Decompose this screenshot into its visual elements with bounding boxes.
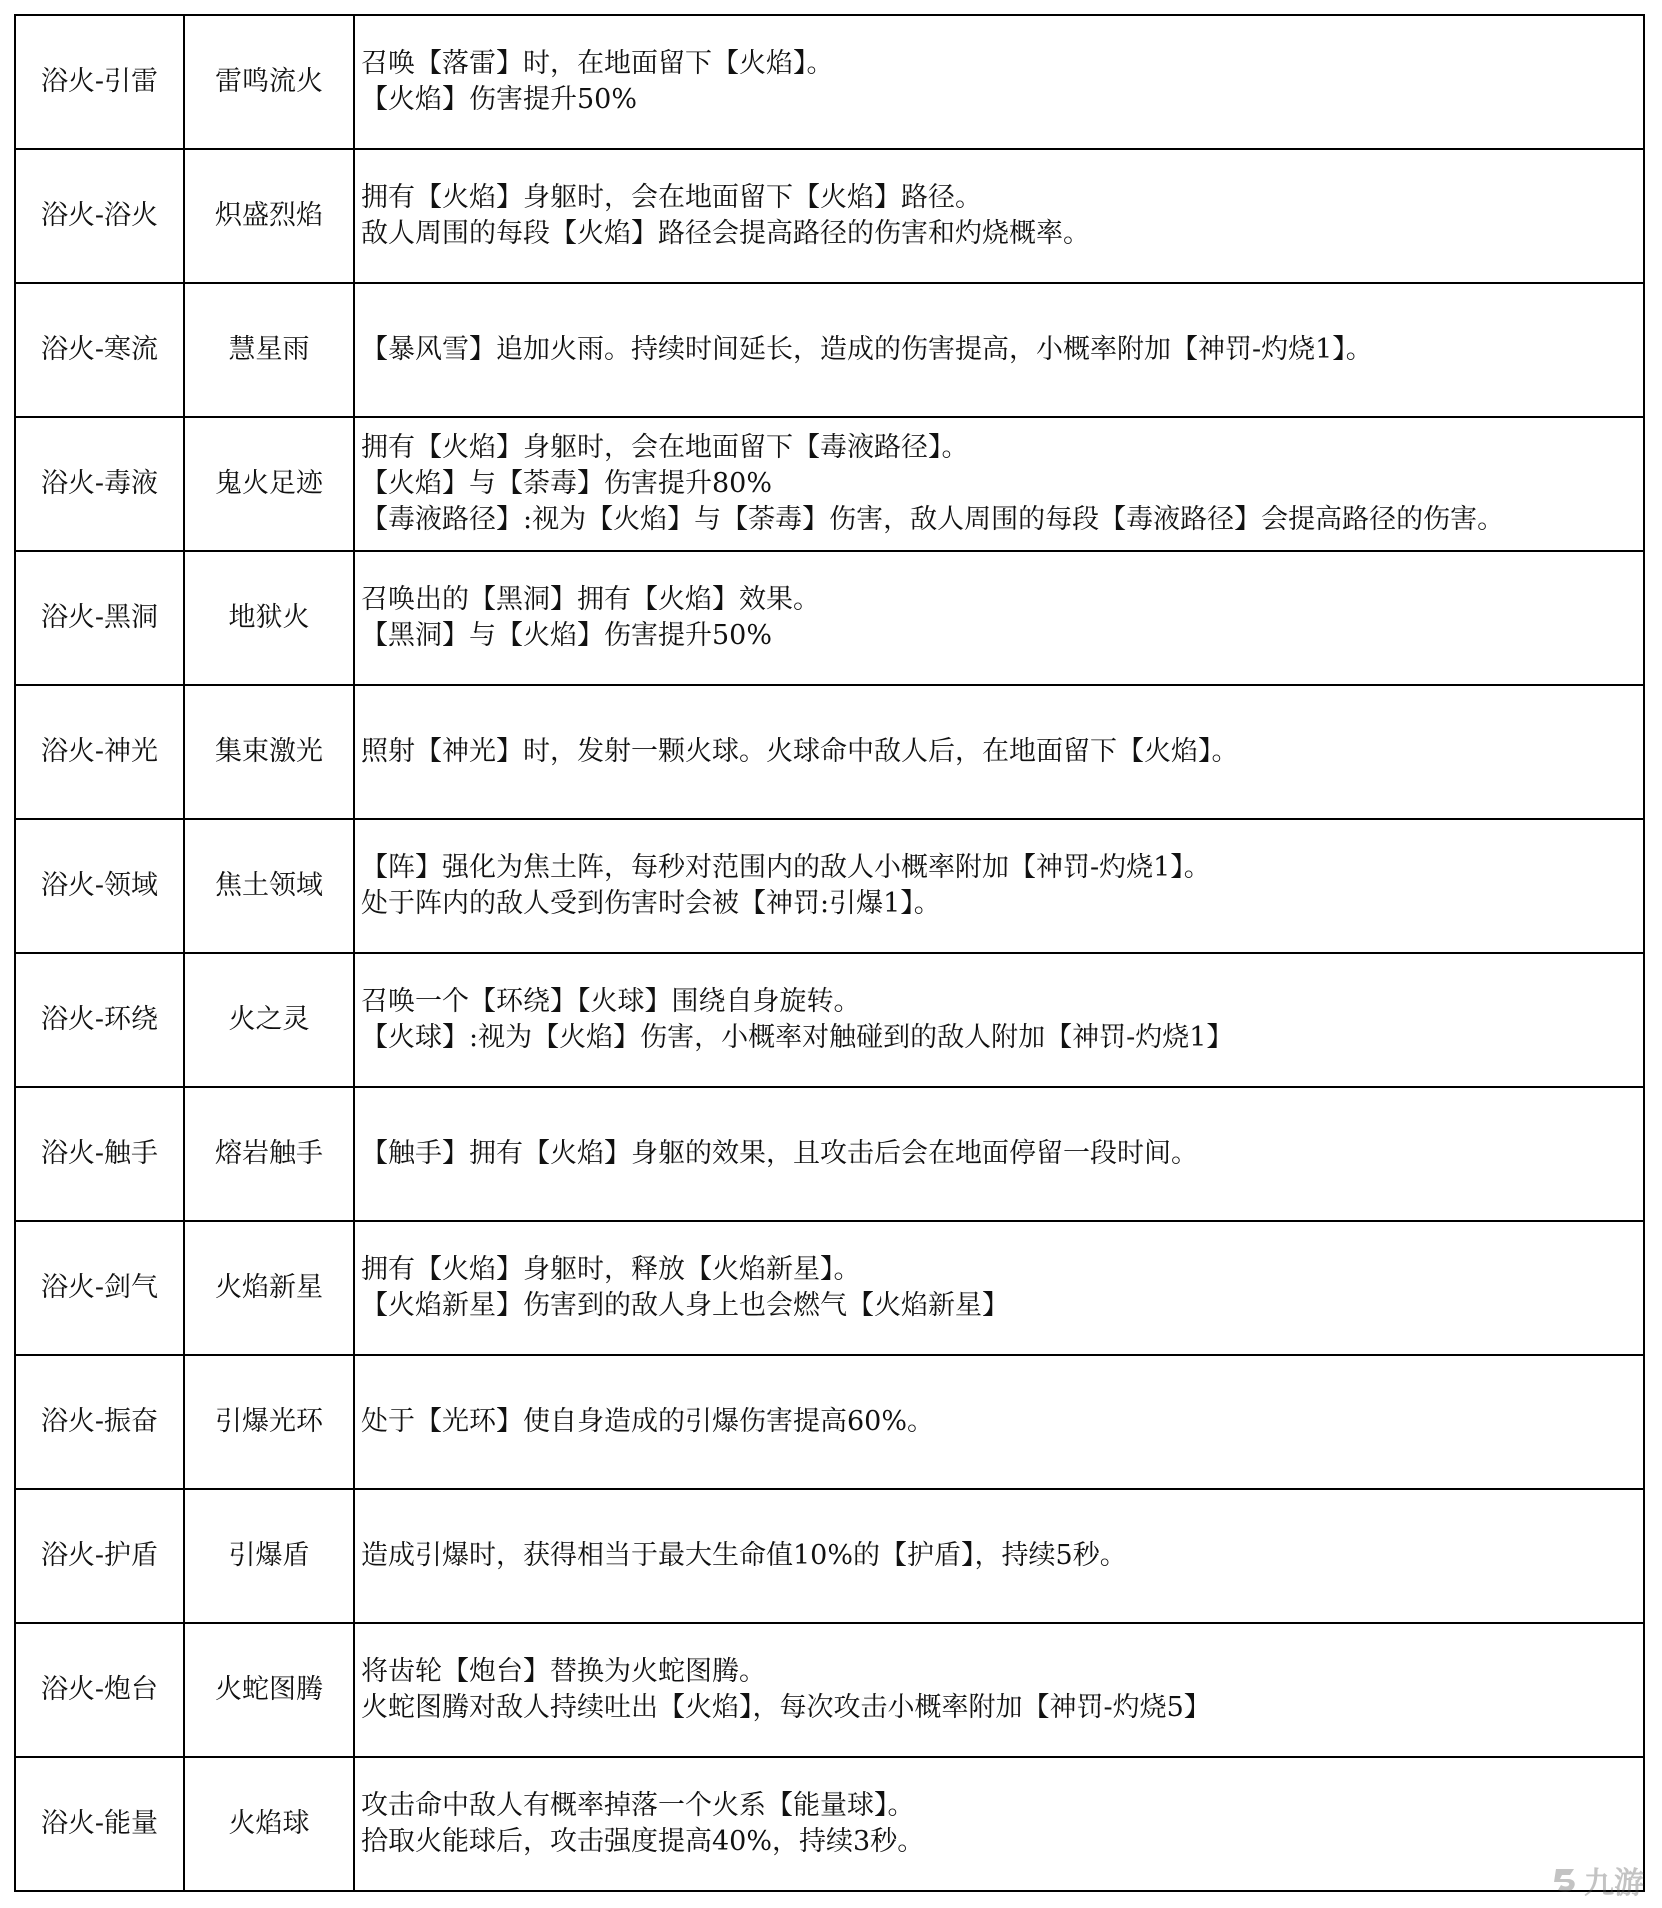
description-line: 【火焰新星】伤害到的敌人身上也会燃气【火焰新星】 [361, 1290, 1009, 1321]
description-line: 处于【光环】使自身造成的引爆伤害提高60%。 [361, 1406, 935, 1437]
description-line: 处于阵内的敌人受到伤害时会被【神罚:引爆1】。 [361, 888, 941, 919]
table-row [16, 416, 1643, 550]
table-row [16, 550, 1643, 684]
description-line: 【火焰】伤害提升50% [361, 84, 638, 115]
table-row [16, 1756, 1643, 1890]
description-cell [355, 1624, 1643, 1756]
table-row [16, 818, 1643, 952]
description-line: 造成引爆时，获得相当于最大生命值10%的【护盾】，持续5秒。 [361, 1540, 1127, 1571]
description-line: 【火焰】与【荼毒】伤害提升80% [361, 468, 773, 499]
watermark-text: 九游 [1584, 1866, 1644, 1901]
description-line: 敌人周围的每段【火焰】路径会提高路径的伤害和灼烧概率。 [361, 218, 1090, 249]
description-line: 拥有【火焰】身躯时，释放【火焰新星】。 [361, 1254, 861, 1285]
description-line: 召唤【落雷】时，在地面留下【火焰】。 [361, 48, 834, 79]
skill-name-cell: 地狱火 [185, 552, 355, 684]
description-line: 攻击命中敌人有概率掉落一个火系【能量球】。 [361, 1790, 915, 1821]
description-cell [355, 1490, 1643, 1622]
description-cell [355, 284, 1643, 416]
skill-name-cell: 火蛇图腾 [185, 1624, 355, 1756]
description-line: 将齿轮【炮台】替换为火蛇图腾。 [361, 1656, 766, 1687]
description-cell [355, 820, 1643, 952]
description-cell [355, 150, 1643, 282]
table-row [16, 1622, 1643, 1756]
description-line: 【黑洞】与【火焰】伤害提升50% [361, 620, 773, 651]
description-line: 照射【神光】时，发射一颗火球。火球命中敌人后，在地面留下【火焰】。 [361, 736, 1239, 767]
table-row [16, 1086, 1643, 1220]
rune-name-cell: 浴火-炮台 [16, 1624, 185, 1756]
table-row [16, 16, 1643, 148]
skill-name-cell: 火之灵 [185, 954, 355, 1086]
rune-name-cell: 浴火-引雷 [16, 16, 185, 148]
description-line: 拥有【火焰】身躯时，会在地面留下【毒液路径】。 [361, 432, 969, 463]
skill-name-cell: 慧星雨 [185, 284, 355, 416]
skill-name-cell: 引爆盾 [185, 1490, 355, 1622]
skill-name-cell: 炽盛烈焰 [185, 150, 355, 282]
table-row [16, 1488, 1643, 1622]
description-cell [355, 1088, 1643, 1220]
table-row [16, 148, 1643, 282]
skill-name-cell: 鬼火足迹 [185, 418, 355, 550]
description-cell [355, 954, 1643, 1086]
description-line: 【触手】拥有【火焰】身躯的效果，且攻击后会在地面停留一段时间。 [361, 1138, 1198, 1169]
rune-name-cell: 浴火-浴火 [16, 150, 185, 282]
rune-name-cell: 浴火-黑洞 [16, 552, 185, 684]
skill-name-cell: 雷鸣流火 [185, 16, 355, 148]
table-row [16, 1220, 1643, 1354]
rune-name-cell: 浴火-护盾 [16, 1490, 185, 1622]
description-line: 拾取火能球后，攻击强度提高40%，持续3秒。 [361, 1826, 925, 1857]
skill-name-cell: 引爆光环 [185, 1356, 355, 1488]
description-line: 【火球】:视为【火焰】伤害，小概率对触碰到的敌人附加【神罚-灼烧1】 [361, 1022, 1234, 1053]
description-line: 【阵】强化为焦土阵，每秒对范围内的敌人小概率附加【神罚-灼烧1】。 [361, 852, 1211, 883]
description-cell [355, 686, 1643, 818]
rune-name-cell: 浴火-领域 [16, 820, 185, 952]
description-line: 【暴风雪】追加火雨。持续时间延长，造成的伤害提高，小概率附加【神罚-灼烧1】。 [361, 334, 1373, 365]
rune-name-cell: 浴火-振奋 [16, 1356, 185, 1488]
description-cell [355, 1222, 1643, 1354]
rune-name-cell: 浴火-环绕 [16, 954, 185, 1086]
description-cell [355, 16, 1643, 148]
rune-name-cell: 浴火-寒流 [16, 284, 185, 416]
skill-name-cell: 焦土领域 [185, 820, 355, 952]
description-cell [355, 418, 1643, 550]
description-cell [355, 552, 1643, 684]
description-cell [355, 1758, 1643, 1890]
table-row [16, 1354, 1643, 1488]
table-row [16, 684, 1643, 818]
skill-name-cell: 集束激光 [185, 686, 355, 818]
rune-name-cell: 浴火-能量 [16, 1758, 185, 1890]
rune-name-cell: 浴火-神光 [16, 686, 185, 818]
description-line: 召唤出的【黑洞】拥有【火焰】效果。 [361, 584, 820, 615]
rune-name-cell: 浴火-毒液 [16, 418, 185, 550]
skill-name-cell: 熔岩触手 [185, 1088, 355, 1220]
table-row [16, 282, 1643, 416]
skill-name-cell: 火焰球 [185, 1758, 355, 1890]
skill-name-cell: 火焰新星 [185, 1222, 355, 1354]
description-line: 【毒液路径】:视为【火焰】与【荼毒】伤害，敌人周围的每段【毒液路径】会提高路径的伤害。 [361, 504, 1505, 535]
table-row [16, 952, 1643, 1086]
description-line: 拥有【火焰】身躯时，会在地面留下【火焰】路径。 [361, 182, 982, 213]
skill-table [14, 14, 1645, 1892]
description-line: 召唤一个【环绕】【火球】围绕自身旋转。 [361, 986, 861, 1017]
rune-name-cell: 浴火-触手 [16, 1088, 185, 1220]
description-cell [355, 1356, 1643, 1488]
rune-name-cell: 浴火-剑气 [16, 1222, 185, 1354]
description-line: 火蛇图腾对敌人持续吐出【火焰】，每次攻击小概率附加【神罚-灼烧5】 [361, 1692, 1211, 1723]
